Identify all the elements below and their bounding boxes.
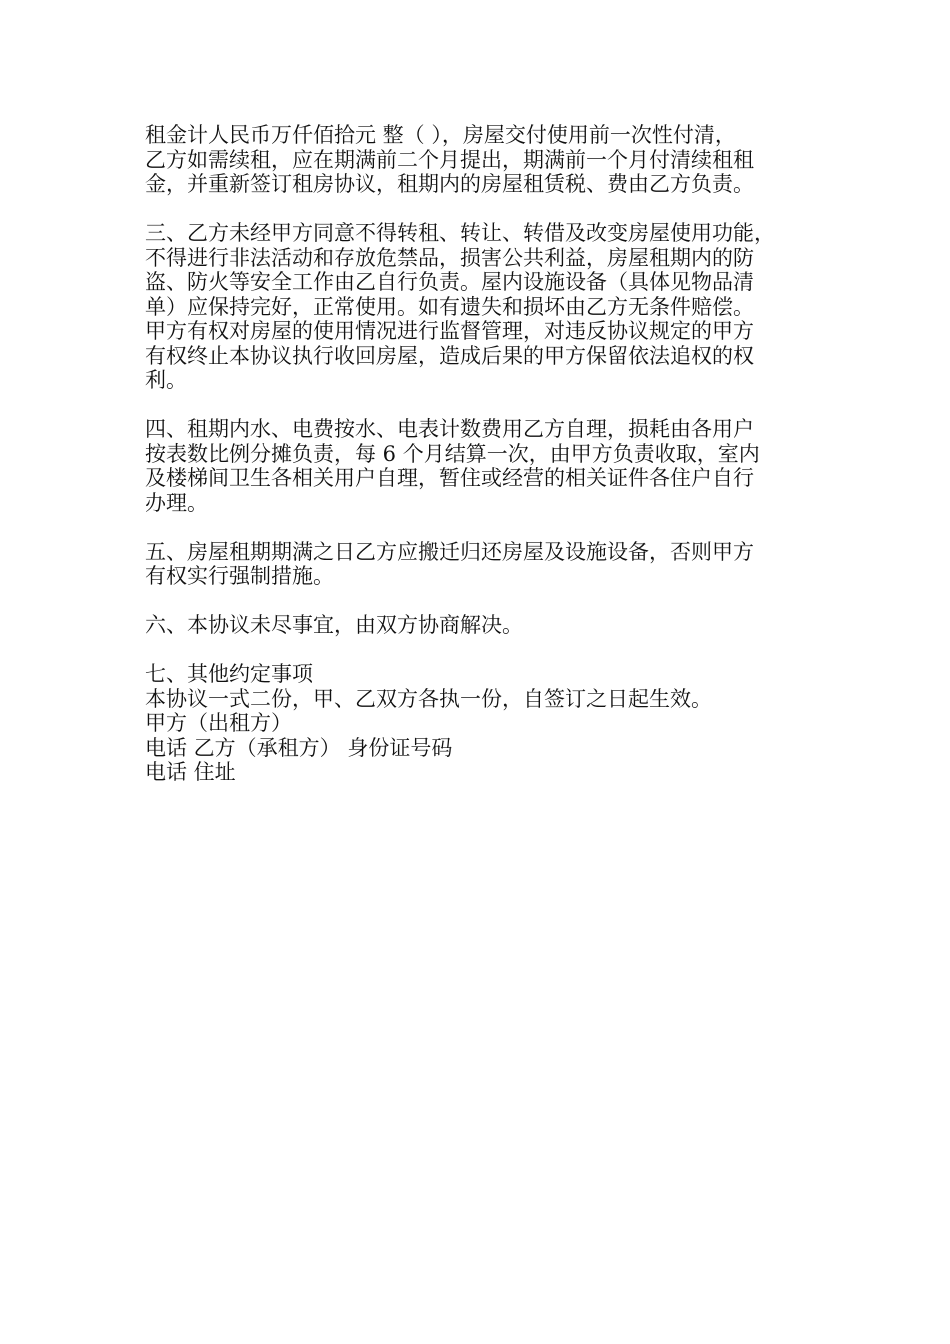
clause-seven-heading: 七、其他约定事项 [145, 662, 313, 686]
clause-six-paragraph [145, 613, 825, 638]
text-line: 按表数比例分摊负责，每 6 个月结算一次，由甲方负责收取，室内 [145, 441, 760, 466]
text-line: 办理。 [145, 490, 208, 515]
text-line: 三、乙方未经甲方同意不得转租、转让、转借及改变房屋使用功能， [145, 221, 775, 245]
clause-four-paragraph [145, 417, 825, 515]
text-line: 乙方如需续租，应在期满前二个月提出，期满前一个月付清续租租 [145, 147, 754, 172]
text-line: 四、租期内水、电费按水、电表计数费用乙方自理，损耗由各用户 [145, 417, 754, 441]
text-line: 有权实行强制措施。 [145, 564, 334, 588]
text-line: 甲方有权对房屋的使用情况进行监督管理，对违反协议规定的甲方 [145, 319, 754, 343]
text-line: 盗、防火等安全工作由乙自行负责。屋内设施设备（具体见物品清 [145, 270, 754, 294]
text-line: 租金计人民币万仟佰拾元 整（ ），房屋交付使用前一次性付清， [145, 123, 736, 147]
text-line: 六、本协议未尽事宜，由双方协商解决。 [145, 613, 523, 637]
copies-statement: 本协议一式二份，甲、乙双方各执一份，自签订之日起生效。 [145, 686, 712, 711]
text-line: 五、房屋租期期满之日乙方应搬迁归还房屋及设施设备，否则甲方 [145, 539, 754, 564]
text-line: 不得进行非法活动和存放危禁品，损害公共利益，房屋租期内的防 [145, 245, 754, 270]
clause-three-paragraph [145, 221, 825, 393]
text-line: 有权终止本协议执行收回房屋，造成后果的甲方保留依法追权的权 [145, 343, 754, 368]
phone-party-b-id-line: 电话 乙方（承租方） 身份证号码 [145, 735, 453, 760]
text-line: 利。 [145, 368, 187, 392]
text-line: 金，并重新签订租房协议，租期内的房屋租赁税、费由乙方负责。 [145, 172, 754, 196]
document-page [145, 123, 825, 785]
text-line: 及楼梯间卫生各相关用户自理，暂住或经营的相关证件各住户自行 [145, 466, 754, 490]
phone-address-line: 电话 住址 [145, 760, 236, 784]
signature-block [145, 662, 825, 785]
rent-payment-paragraph [145, 123, 825, 197]
party-a-label: 甲方（出租方） [145, 711, 292, 735]
text-line: 单）应保持完好，正常使用。如有遗失和损坏由乙方无条件赔偿。 [145, 294, 754, 319]
clause-five-paragraph [145, 540, 825, 589]
